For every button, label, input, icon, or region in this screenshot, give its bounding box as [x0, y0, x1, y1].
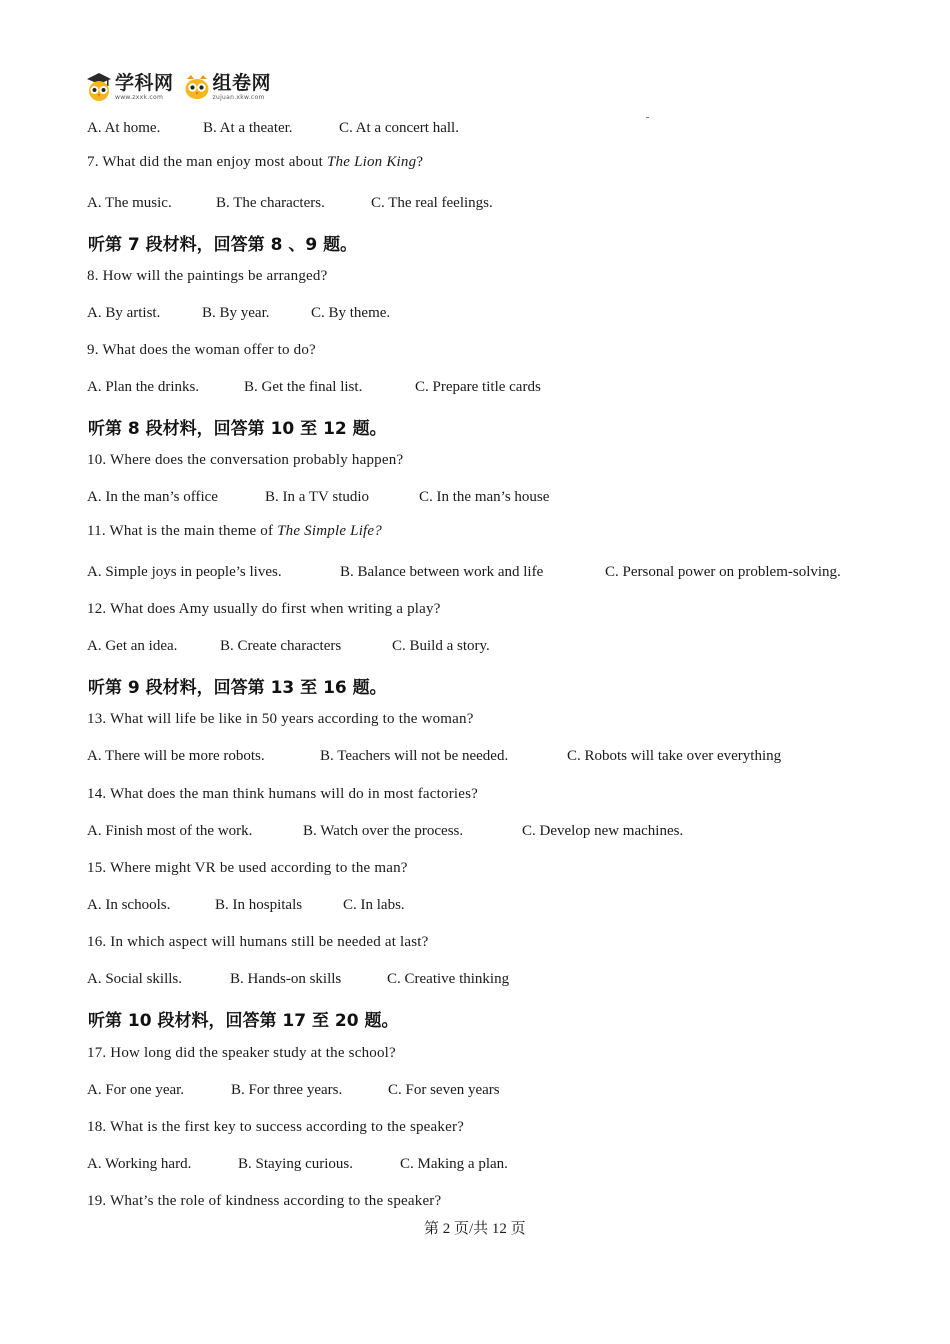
q14-option-b: B. Watch over the process.	[303, 823, 464, 839]
q17-option-b: B. For three years.	[231, 1082, 343, 1098]
zxxk-logo-name: 学科网	[115, 71, 174, 94]
q16-option-c: C. Creative thinking	[387, 971, 510, 987]
q13-text: 13. What will life be like in 50 years according to the woman?	[87, 711, 474, 727]
q13-option-b: B. Teachers will not be needed.	[320, 748, 509, 764]
q10-option-b: B. In a TV studio	[265, 489, 370, 505]
q13-option-a: A. There will be more robots.	[87, 748, 265, 764]
q7-title: The Lion King	[327, 154, 417, 170]
q15-option-b: B. In hospitals	[215, 897, 303, 913]
q17-option-a: A. For one year.	[87, 1082, 185, 1098]
q14-text: 14. What does the man think humans will do in most factories?	[87, 786, 479, 802]
q12-option-b: B. Create characters	[220, 638, 342, 654]
q7-option-a: A. The music.	[87, 195, 172, 211]
q6-option-c: C. At a concert hall.	[339, 120, 459, 136]
q14-option-a: A. Finish most of the work.	[87, 823, 253, 839]
q15-option-a: A. In schools.	[87, 897, 171, 913]
q11-option-a: A. Simple joys in people’s lives.	[87, 564, 282, 580]
section-heading-9: 听第 9 段材料，回答第 13 至 16 题。	[88, 678, 387, 698]
q8-option-c: C. By theme.	[311, 305, 391, 321]
owl-mascot-icon	[184, 73, 210, 101]
header-logos	[86, 70, 271, 104]
q8-text: 8. How will the paintings be arranged?	[87, 268, 328, 284]
zujuan-logo-url: zujuan.xkw.com	[212, 93, 265, 101]
q6-option-a: A. At home.	[87, 120, 161, 136]
q8-option-a: A. By artist.	[87, 305, 161, 321]
q18-text: 18. What is the first key to success according to the speaker?	[87, 1119, 465, 1135]
q9-text: 9. What does the woman offer to do?	[87, 342, 316, 358]
q17-option-c: C. For seven years	[388, 1082, 500, 1098]
scan-mark	[646, 117, 649, 118]
section-heading-8: 听第 8 段材料，回答第 10 至 12 题。	[88, 419, 387, 439]
zxxk-logo	[86, 72, 174, 102]
q13-option-c: C. Robots will take over everything	[567, 748, 782, 764]
page-number: 第 2 页/共 12 页	[424, 1221, 526, 1237]
q11-title: The Simple Life?	[277, 523, 382, 539]
q11-text: 11. What is the main theme of The Simple Life?	[87, 523, 382, 539]
q10-option-c: C. In the man’s house	[419, 489, 550, 505]
q6-option-b: B. At a theater.	[203, 120, 293, 136]
q15-text: 15. Where might VR be used according to the man?	[87, 860, 408, 876]
q9-option-b: B. Get the final list.	[244, 379, 363, 395]
q7-option-c: C. The real feelings.	[371, 195, 493, 211]
q10-option-a: A. In the man’s office	[87, 489, 218, 505]
q14-option-c: C. Develop new machines.	[522, 823, 684, 839]
zujuan-logo	[184, 73, 272, 101]
q11-option-b: B. Balance between work and life	[340, 564, 544, 580]
q10-text: 10. Where does the conversation probably happen?	[87, 452, 404, 468]
q11-option-c: C. Personal power on problem-solving.	[605, 564, 841, 580]
q17-text: 17. How long did the speaker study at the school?	[87, 1045, 396, 1061]
q15-option-c: C. In labs.	[343, 897, 405, 913]
zujuan-logo-name: 组卷网	[212, 71, 272, 94]
q18-option-a: A. Working hard.	[87, 1156, 192, 1172]
q7-option-b: B. The characters.	[216, 195, 325, 211]
owl-mascot-icon	[86, 72, 112, 102]
q12-option-a: A. Get an idea.	[87, 638, 178, 654]
q16-option-b: B. Hands-on skills	[230, 971, 342, 987]
q12-option-c: C. Build a story.	[392, 638, 490, 654]
q18-option-c: C. Making a plan.	[400, 1156, 508, 1172]
q18-option-b: B. Staying curious.	[238, 1156, 353, 1172]
q8-option-b: B. By year.	[202, 305, 270, 321]
q9-option-a: A. Plan the drinks.	[87, 379, 200, 395]
q12-text: 12. What does Amy usually do first when writing a play?	[87, 601, 441, 617]
q16-option-a: A. Social skills.	[87, 971, 183, 987]
section-heading-7: 听第 7 段材料，回答第 8 、9 题。	[88, 235, 358, 255]
section-heading-10: 听第 10 段材料，回答第 17 至 20 题。	[88, 1011, 399, 1031]
q7-text: 7. What did the man enjoy most about The Lion King?	[87, 154, 424, 170]
q9-option-c: C. Prepare title cards	[415, 379, 541, 395]
zxxk-logo-url: www.zxxk.com	[115, 93, 164, 101]
q16-text: 16. In which aspect will humans still be needed at last?	[87, 934, 429, 950]
q19-text: 19. What’s the role of kindness according to the speaker?	[87, 1193, 442, 1209]
